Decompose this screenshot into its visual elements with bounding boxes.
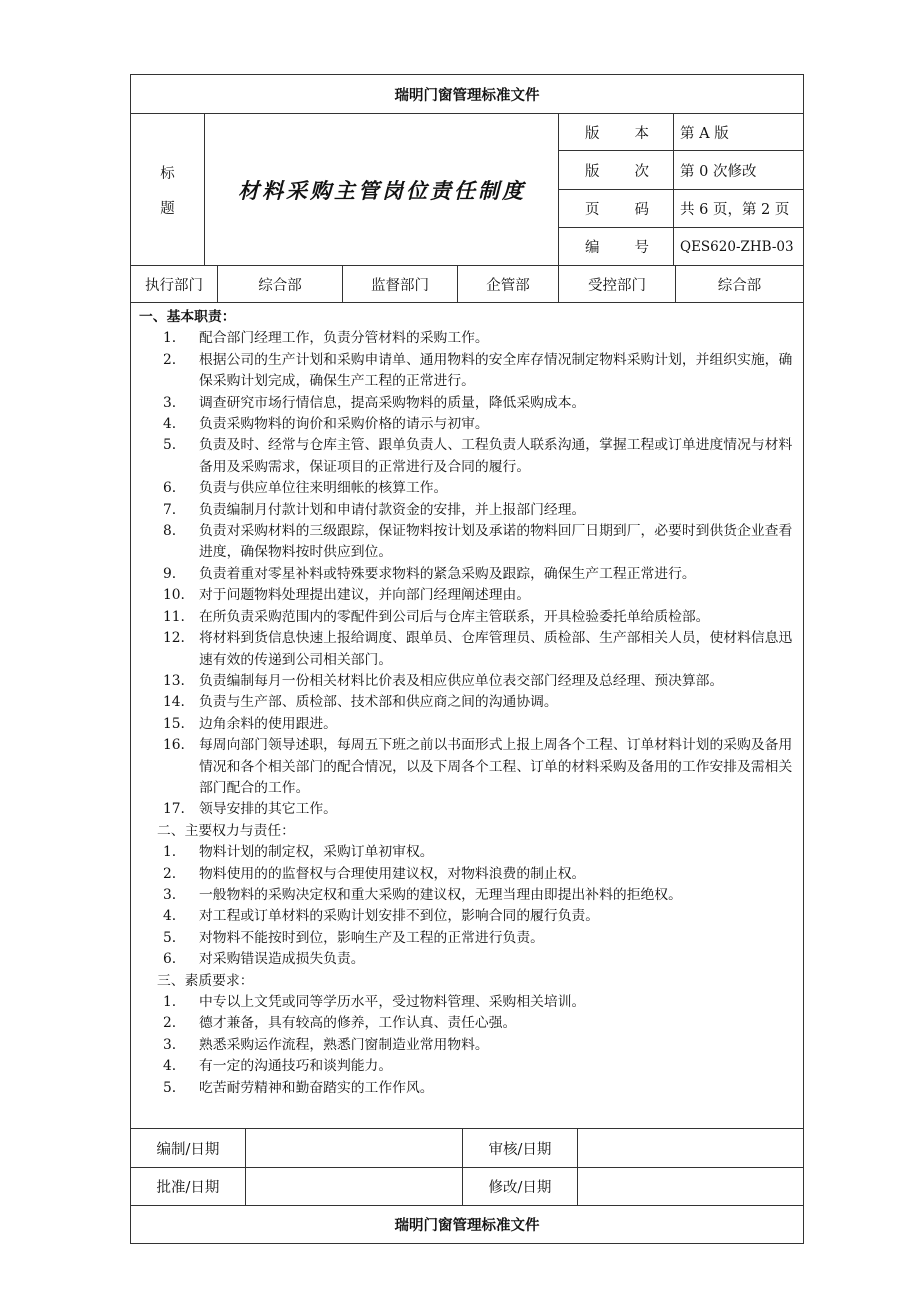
item-number: 6. [163,480,177,497]
list-item [139,1013,795,1034]
item-text: 物料使用的的监督权与合理使用建议权，对物料浪费的制止权。 [199,865,586,882]
item-number: 13. [163,672,185,689]
item-text: 物料计划的制定权，采购订单初审权。 [199,844,434,861]
list-item [139,521,795,564]
list-item [139,885,795,906]
item-text: 对采购错误造成损失负责。 [199,951,365,968]
item-number: 4. [163,1058,177,1075]
item-text: 负责与生产部、质检部、技术部和供应商之间的沟通协调。 [199,694,558,711]
footer-row [131,1206,803,1243]
section-basic-duties [139,307,795,821]
section-heading: 一、基本职责： [139,309,236,325]
item-text: 一般物料的采购决定权和重大采购的建议权，无理当理由即提出补料的拒绝权。 [199,886,682,903]
controlled-dept-value: 综合部 [675,266,803,302]
duties-list [139,328,795,820]
item-text: 负责及时、经常与仓库主管、跟单负责人、工程负责人联系沟通，掌握工程或订单进度情况与材料备用及采购需求，保证项目的正常进行及合同的履行。 [199,437,793,475]
item-number: 1. [163,994,177,1010]
item-text: 负责编制每月一份相关材料比价表及相应供应单位表交部门经理及总经理、预决算部。 [199,672,724,689]
list-item [139,607,795,628]
list-item [139,992,795,1013]
item-text: 对物料不能按时到位，影响生产及工程的正常进行负责。 [199,929,544,946]
item-text: 调查研究市场行情信息，提高采购物料的质量，降低采购成本。 [199,394,586,411]
prepared-label: 编制/日期 [156,1141,220,1158]
item-text: 负责采购物料的询价和采购价格的请示与初审。 [199,416,489,433]
item-number: 2. [163,1015,177,1032]
document-frame [130,74,804,1244]
meta-row-code [559,228,803,265]
item-number: 1. [163,330,177,347]
list-item [139,864,795,885]
item-number: 4. [163,908,177,925]
exec-dept-value: 综合部 [217,266,342,302]
item-text: 有一定的沟通技巧和谈判能力。 [199,1058,393,1075]
list-item [139,735,795,799]
signoff-row-1 [131,1129,803,1168]
item-text: 负责编制月付款计划和申请付款资金的安排，并上报部门经理。 [199,501,586,518]
list-item [139,585,795,606]
item-number: 3. [163,394,177,411]
item-number: 2. [163,351,177,368]
meta-value-page: 共 6 页，第 2 页 [673,190,803,227]
list-item [139,628,795,671]
list-item [139,949,795,970]
item-number: 6. [163,951,177,968]
item-text: 吃苦耐劳精神和勤奋踏实的工作作风。 [199,1079,434,1096]
item-number: 17. [163,801,185,818]
list-item [139,435,795,478]
meta-label-code: 编 号 [585,240,649,256]
list-item [139,478,795,499]
qualifications-list [139,992,795,1099]
item-number: 2. [163,865,177,882]
doc-title: 材料采购主管岗位责任制度 [238,177,526,203]
item-text: 负责着重对零星补料或特殊要求物料的紧急采购及跟踪，确保生产工程正常进行。 [199,565,696,582]
list-item [139,671,795,692]
item-number: 9. [163,565,177,582]
item-number: 5. [163,929,177,946]
item-number: 12. [163,630,185,647]
item-text: 在所负责采购范围内的零配件到公司后与仓库主管联系，开具检验委托单给质检部。 [199,608,710,625]
approved-label: 批准/日期 [156,1180,220,1196]
prepared-value [245,1129,462,1167]
item-number: 8. [163,523,177,540]
exec-dept-label: 执行部门 [145,277,203,294]
powers-list [139,842,795,970]
item-number: 16. [163,737,185,754]
list-item [139,799,795,820]
approved-value [245,1168,462,1205]
header-title: 瑞明门窗管理标准文件 [394,87,540,104]
meta-label-page: 页 码 [585,202,649,218]
item-number: 1. [163,844,177,861]
list-item [139,692,795,713]
list-item [139,714,795,735]
item-text: 负责与供应单位往来明细帐的核算工作。 [199,480,448,497]
item-text: 根据公司的生产计划和采购申请单、通用物料的安全库存情况制定物料采购计划，并组织实施，确保采购计划完成，确保生产工程的正常进行。 [199,351,793,390]
reviewed-label: 审核/日期 [462,1129,577,1167]
item-number: 5. [163,437,177,454]
item-number: 11. [163,608,185,625]
item-number: 14. [163,694,185,711]
supervise-dept-label: 监督部门 [342,266,457,302]
list-item [139,500,795,521]
meta-label-version: 版 本 [585,125,649,142]
controlled-dept-label: 受控部门 [558,266,675,302]
reviewed-value [577,1129,803,1167]
item-text: 边角余料的使用跟进。 [199,715,337,732]
signoff-row-2 [131,1168,803,1206]
item-number: 10. [163,587,185,604]
item-text: 熟悉采购运作流程，熟悉门窗制造业常用物料。 [199,1036,489,1053]
revised-value [577,1168,803,1205]
meta-row-page [559,190,803,228]
meta-value-revision: 第 0 次修改 [673,151,803,189]
item-text: 领导安排的其它工作。 [199,801,337,818]
header-row [131,75,803,114]
item-text: 负责对采购材料的三级跟踪，保证物料按计划及承诺的物料回厂日期到厂，必要时到供货企业查看进度，确保物料按时供应到位。 [199,523,793,561]
item-text: 对工程或订单材料的采购计划安排不到位，影响合同的履行负责。 [199,908,600,925]
list-item [139,842,795,863]
supervise-dept-value: 企管部 [457,266,558,302]
meta-table [558,114,803,265]
title-label-char-1: 标 [160,165,175,182]
revised-label: 修改/日期 [462,1168,577,1205]
item-number: 3. [163,1036,177,1053]
title-label [131,114,204,265]
section-qualifications [139,971,795,1099]
item-number: 4. [163,416,177,433]
meta-row-version [559,114,803,151]
item-text: 将材料到货信息快速上报给调度、跟单员、仓库管理员、质检部、生产部相关人员，使材料信息迅速有效的传递到公司相关部门。 [199,630,793,668]
item-number: 7. [163,501,177,518]
responsibilities-body [131,302,803,1129]
item-text: 每周向部门领导述职，每周五下班之前以书面形式上报上周各个工程、订单材料计划的采购及备用情况和各个相关部门的配合情况，以及下周各个工程、订单的材料采购及备用的工作安排及需相关部门配合的工作。 [199,737,793,796]
item-number: 3. [163,886,177,903]
list-item [139,414,795,435]
dept-row [131,266,803,302]
item-number: 15. [163,715,185,732]
list-item [139,906,795,927]
list-item [139,1078,795,1099]
section-heading: 二、主要权力与责任： [157,822,295,839]
meta-value-code: QES620-ZHB-03 [673,228,803,265]
list-item [139,393,795,414]
meta-value-version: 第 A 版 [673,114,803,150]
item-text: 中专以上文凭或同等学历水平，受过物料管理、采购相关培训。 [199,994,586,1010]
list-item [139,564,795,585]
item-text: 对于问题物料处理提出建议，并向部门经理阐述理由。 [199,587,531,604]
meta-row-revision [559,151,803,190]
list-item [139,928,795,949]
doc-title-cell [204,114,559,265]
meta-label-revision: 版 次 [585,163,649,180]
section-heading: 三、素质要求： [157,972,254,989]
item-text: 德才兼备，具有较高的修养，工作认真、责任心强。 [199,1015,517,1032]
footer-title: 瑞明门窗管理标准文件 [394,1218,540,1234]
item-number: 5. [163,1079,177,1096]
list-item [139,350,795,393]
item-text: 配合部门经理工作，负责分管材料的采购工作。 [199,330,489,347]
list-item [139,1056,795,1077]
title-block [131,114,803,266]
title-label-char-2: 题 [160,200,175,217]
list-item [139,1035,795,1056]
section-powers [139,821,795,971]
list-item [139,328,795,349]
